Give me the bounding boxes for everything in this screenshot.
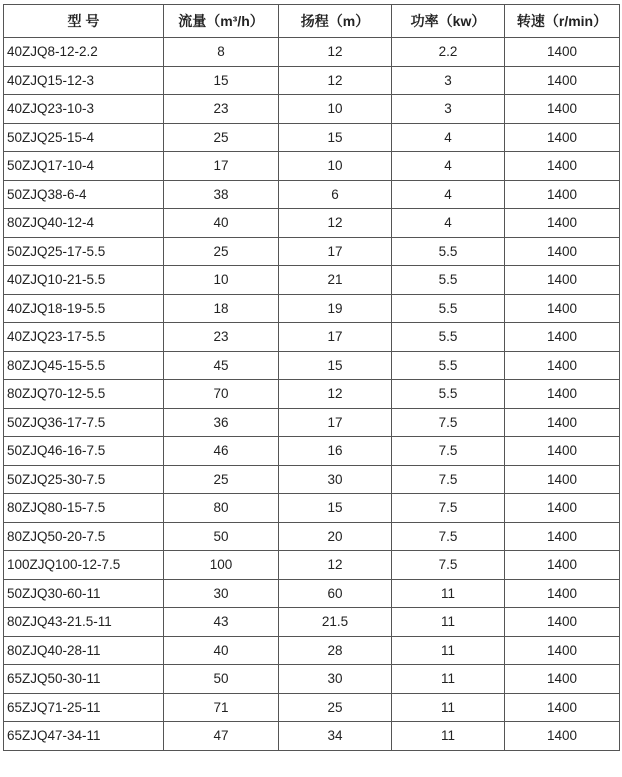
- table-row: [4, 465, 620, 494]
- table-body: [4, 38, 620, 751]
- cell-head: 12: [279, 380, 392, 409]
- cell-power: 5.5: [392, 351, 505, 380]
- cell-power: 5.5: [392, 323, 505, 352]
- pump-spec-table: [3, 4, 620, 751]
- cell-power: 5.5: [392, 266, 505, 295]
- cell-model: 80ZJQ40-28-11: [4, 636, 164, 665]
- cell-power: 5.5: [392, 237, 505, 266]
- cell-head: 15: [279, 351, 392, 380]
- table-row: [4, 722, 620, 751]
- cell-head: 60: [279, 579, 392, 608]
- cell-flow: 50: [164, 665, 279, 694]
- table-row: [4, 608, 620, 637]
- cell-head: 10: [279, 95, 392, 124]
- cell-head: 19: [279, 294, 392, 323]
- header-flow: 流量（m³/h）: [164, 5, 279, 38]
- cell-model: 80ZJQ45-15-5.5: [4, 351, 164, 380]
- cell-flow: 46: [164, 437, 279, 466]
- cell-flow: 17: [164, 152, 279, 181]
- cell-power: 11: [392, 608, 505, 637]
- cell-head: 30: [279, 465, 392, 494]
- cell-speed: 1400: [505, 693, 620, 722]
- cell-speed: 1400: [505, 408, 620, 437]
- cell-power: 11: [392, 665, 505, 694]
- cell-model: 65ZJQ71-25-11: [4, 693, 164, 722]
- cell-power: 7.5: [392, 551, 505, 580]
- cell-model: 80ZJQ43-21.5-11: [4, 608, 164, 637]
- cell-speed: 1400: [505, 180, 620, 209]
- table-row: [4, 294, 620, 323]
- cell-speed: 1400: [505, 323, 620, 352]
- cell-model: 80ZJQ80-15-7.5: [4, 494, 164, 523]
- cell-model: 40ZJQ23-17-5.5: [4, 323, 164, 352]
- cell-head: 28: [279, 636, 392, 665]
- table-row: [4, 66, 620, 95]
- table-row: [4, 636, 620, 665]
- cell-power: 5.5: [392, 294, 505, 323]
- table-row: [4, 380, 620, 409]
- cell-speed: 1400: [505, 123, 620, 152]
- cell-power: 11: [392, 722, 505, 751]
- cell-model: 50ZJQ17-10-4: [4, 152, 164, 181]
- cell-flow: 43: [164, 608, 279, 637]
- table-row: [4, 95, 620, 124]
- table-row: [4, 237, 620, 266]
- cell-power: 4: [392, 123, 505, 152]
- table-row: [4, 665, 620, 694]
- cell-model: 80ZJQ40-12-4: [4, 209, 164, 238]
- cell-model: 40ZJQ8-12-2.2: [4, 38, 164, 67]
- cell-power: 11: [392, 636, 505, 665]
- cell-flow: 70: [164, 380, 279, 409]
- cell-flow: 100: [164, 551, 279, 580]
- header-row: [4, 5, 620, 38]
- cell-speed: 1400: [505, 38, 620, 67]
- cell-model: 80ZJQ70-12-5.5: [4, 380, 164, 409]
- cell-speed: 1400: [505, 465, 620, 494]
- cell-power: 7.5: [392, 437, 505, 466]
- cell-model: 65ZJQ50-30-11: [4, 665, 164, 694]
- cell-speed: 1400: [505, 266, 620, 295]
- cell-head: 21: [279, 266, 392, 295]
- cell-speed: 1400: [505, 636, 620, 665]
- cell-flow: 18: [164, 294, 279, 323]
- cell-flow: 50: [164, 522, 279, 551]
- table-row: [4, 266, 620, 295]
- table-row: [4, 123, 620, 152]
- header-head: 扬程（m）: [279, 5, 392, 38]
- cell-speed: 1400: [505, 294, 620, 323]
- table-row: [4, 579, 620, 608]
- table-row: [4, 351, 620, 380]
- table-row: [4, 152, 620, 181]
- cell-speed: 1400: [505, 237, 620, 266]
- cell-power: 7.5: [392, 465, 505, 494]
- cell-speed: 1400: [505, 95, 620, 124]
- table-row: [4, 209, 620, 238]
- cell-power: 11: [392, 579, 505, 608]
- cell-flow: 47: [164, 722, 279, 751]
- cell-head: 6: [279, 180, 392, 209]
- cell-model: 50ZJQ38-6-4: [4, 180, 164, 209]
- cell-model: 50ZJQ25-17-5.5: [4, 237, 164, 266]
- cell-flow: 15: [164, 66, 279, 95]
- cell-model: 40ZJQ23-10-3: [4, 95, 164, 124]
- table-row: [4, 38, 620, 67]
- cell-model: 50ZJQ25-15-4: [4, 123, 164, 152]
- cell-flow: 8: [164, 38, 279, 67]
- cell-power: 4: [392, 180, 505, 209]
- cell-speed: 1400: [505, 152, 620, 181]
- cell-speed: 1400: [505, 437, 620, 466]
- cell-power: 11: [392, 693, 505, 722]
- cell-power: 2.2: [392, 38, 505, 67]
- cell-speed: 1400: [505, 608, 620, 637]
- cell-head: 30: [279, 665, 392, 694]
- cell-speed: 1400: [505, 380, 620, 409]
- cell-flow: 25: [164, 237, 279, 266]
- cell-flow: 45: [164, 351, 279, 380]
- header-power: 功率（kw）: [392, 5, 505, 38]
- cell-speed: 1400: [505, 66, 620, 95]
- cell-flow: 23: [164, 323, 279, 352]
- table-row: [4, 180, 620, 209]
- cell-head: 12: [279, 38, 392, 67]
- cell-speed: 1400: [505, 494, 620, 523]
- cell-model: 100ZJQ100-12-7.5: [4, 551, 164, 580]
- cell-model: 80ZJQ50-20-7.5: [4, 522, 164, 551]
- table-row: [4, 551, 620, 580]
- cell-flow: 40: [164, 636, 279, 665]
- cell-head: 10: [279, 152, 392, 181]
- table-row: [4, 522, 620, 551]
- cell-speed: 1400: [505, 722, 620, 751]
- cell-head: 16: [279, 437, 392, 466]
- cell-head: 20: [279, 522, 392, 551]
- cell-head: 17: [279, 408, 392, 437]
- cell-speed: 1400: [505, 209, 620, 238]
- cell-head: 12: [279, 209, 392, 238]
- cell-power: 3: [392, 95, 505, 124]
- cell-speed: 1400: [505, 351, 620, 380]
- cell-flow: 36: [164, 408, 279, 437]
- cell-flow: 30: [164, 579, 279, 608]
- cell-power: 5.5: [392, 380, 505, 409]
- cell-speed: 1400: [505, 551, 620, 580]
- cell-speed: 1400: [505, 665, 620, 694]
- cell-flow: 23: [164, 95, 279, 124]
- table-row: [4, 494, 620, 523]
- cell-head: 12: [279, 66, 392, 95]
- table-row: [4, 437, 620, 466]
- cell-model: 50ZJQ46-16-7.5: [4, 437, 164, 466]
- header-model: 型 号: [4, 5, 164, 38]
- cell-flow: 80: [164, 494, 279, 523]
- cell-power: 7.5: [392, 522, 505, 551]
- cell-speed: 1400: [505, 522, 620, 551]
- header-speed: 转速（r/min）: [505, 5, 620, 38]
- cell-flow: 38: [164, 180, 279, 209]
- cell-power: 4: [392, 152, 505, 181]
- cell-model: 50ZJQ25-30-7.5: [4, 465, 164, 494]
- cell-model: 40ZJQ18-19-5.5: [4, 294, 164, 323]
- table-row: [4, 323, 620, 352]
- table-row: [4, 408, 620, 437]
- cell-power: 3: [392, 66, 505, 95]
- cell-model: 50ZJQ30-60-11: [4, 579, 164, 608]
- cell-model: 40ZJQ10-21-5.5: [4, 266, 164, 295]
- cell-head: 25: [279, 693, 392, 722]
- cell-head: 12: [279, 551, 392, 580]
- cell-head: 17: [279, 323, 392, 352]
- cell-power: 7.5: [392, 408, 505, 437]
- cell-flow: 25: [164, 465, 279, 494]
- cell-power: 4: [392, 209, 505, 238]
- cell-speed: 1400: [505, 579, 620, 608]
- cell-flow: 10: [164, 266, 279, 295]
- table-row: [4, 693, 620, 722]
- cell-head: 15: [279, 123, 392, 152]
- cell-flow: 40: [164, 209, 279, 238]
- cell-model: 40ZJQ15-12-3: [4, 66, 164, 95]
- cell-flow: 25: [164, 123, 279, 152]
- cell-head: 34: [279, 722, 392, 751]
- cell-model: 65ZJQ47-34-11: [4, 722, 164, 751]
- cell-head: 15: [279, 494, 392, 523]
- cell-flow: 71: [164, 693, 279, 722]
- cell-model: 50ZJQ36-17-7.5: [4, 408, 164, 437]
- cell-power: 7.5: [392, 494, 505, 523]
- cell-head: 17: [279, 237, 392, 266]
- cell-head: 21.5: [279, 608, 392, 637]
